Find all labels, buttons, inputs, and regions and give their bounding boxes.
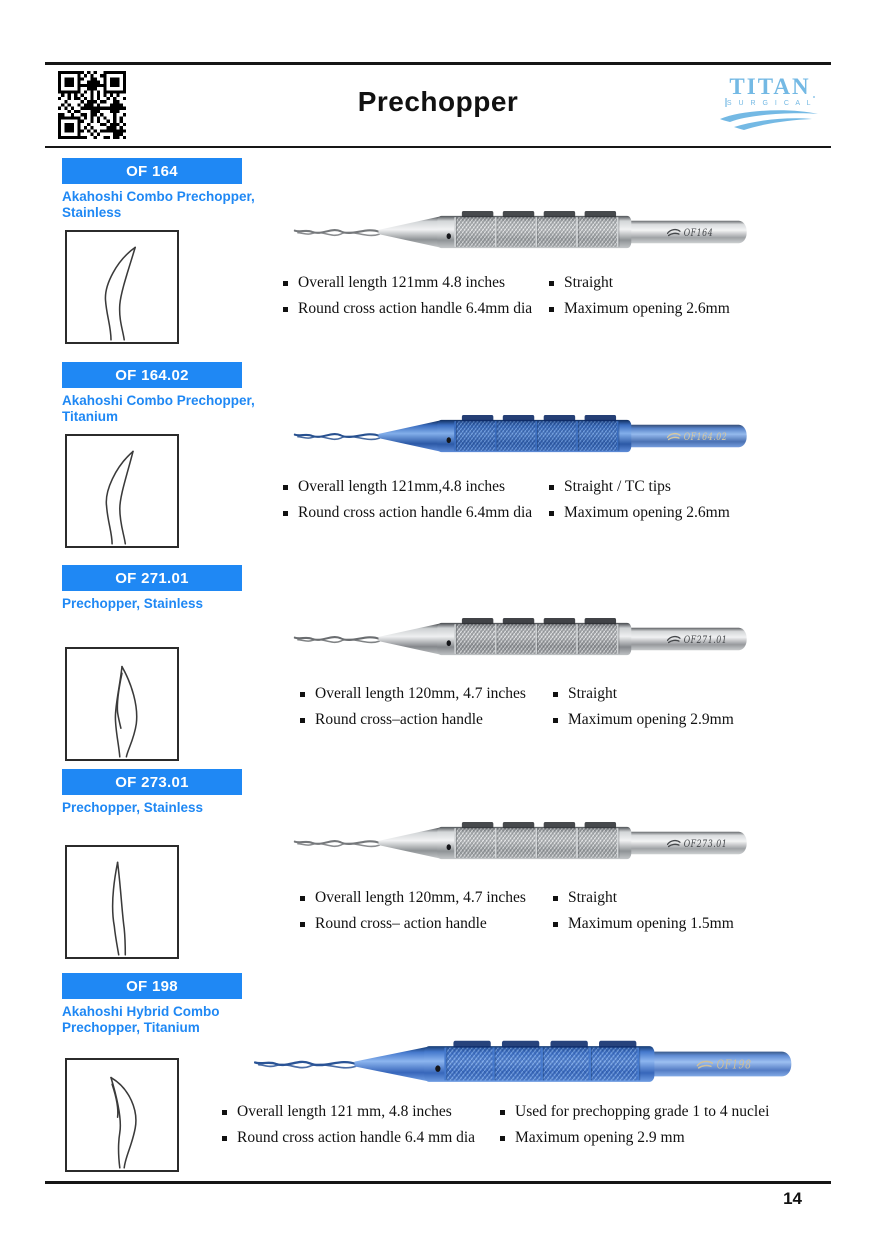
spec-text: Straight / TC tips: [564, 478, 671, 495]
instrument-photo: [282, 611, 754, 667]
bullet-square-icon: [553, 922, 558, 927]
spec-text: Maximum opening 2.9mm: [568, 711, 734, 728]
instrument-image: [282, 815, 754, 871]
instrument-image: [282, 611, 754, 667]
tip-drawing-box: [65, 434, 179, 548]
product-code-badge: OF 198: [62, 973, 242, 999]
instrument-photo: [240, 1033, 800, 1095]
spec-text: Round cross action handle 6.4 mm dia: [237, 1129, 476, 1146]
spec-item: [300, 685, 553, 703]
spec-item: [283, 274, 549, 292]
spec-text: Round cross–action handle: [315, 711, 483, 728]
bullet-square-icon: [300, 896, 305, 901]
bullet-square-icon: [553, 718, 558, 723]
spec-item: [549, 504, 730, 522]
top-rule: [45, 62, 831, 65]
instrument-image: [282, 204, 754, 260]
spec-item: [549, 478, 730, 496]
spec-column-right: [549, 274, 730, 326]
spec-text: Maximum opening 2.6mm: [564, 300, 730, 317]
product-name: Prechopper, Stainless: [62, 800, 204, 815]
bullet-square-icon: [553, 896, 558, 901]
logo-name: TITAN: [729, 74, 811, 99]
bullet-square-icon: [300, 692, 305, 697]
spec-item: [283, 504, 549, 522]
spec-list: [283, 274, 730, 326]
spec-text: Straight: [564, 274, 614, 291]
spec-text: Round cross– action handle: [315, 915, 487, 932]
spec-list: [222, 1103, 769, 1155]
instrument-photo: [282, 204, 754, 260]
spec-column-left: [283, 274, 549, 326]
spec-column-left: [283, 478, 549, 530]
tip-drawing-icon: [67, 847, 177, 957]
spec-text: Overall length 120mm, 4.7 inches: [315, 685, 526, 702]
spec-text: Round cross action handle 6.4mm dia: [298, 300, 533, 317]
bullet-square-icon: [500, 1110, 505, 1115]
spec-item: [300, 889, 553, 907]
tip-drawing-box: [65, 1058, 179, 1172]
spec-text: Straight: [568, 685, 618, 702]
spec-text: Round cross action handle 6.4mm dia: [298, 504, 533, 521]
page-title: Prechopper: [357, 86, 519, 117]
tip-drawing-icon: [67, 649, 177, 759]
spec-item: [300, 711, 553, 729]
product-section: [0, 769, 876, 972]
bullet-square-icon: [283, 307, 288, 312]
titan-surgical-logo: [714, 71, 826, 137]
spec-list: [283, 478, 730, 530]
header-rule: [45, 146, 831, 148]
spec-column-right: [553, 685, 734, 737]
bullet-square-icon: [549, 485, 554, 490]
spec-column-right: [553, 889, 734, 941]
tip-drawing-box: [65, 647, 179, 761]
spec-item: [553, 685, 734, 703]
spec-column-left: [222, 1103, 500, 1155]
bullet-square-icon: [222, 1136, 227, 1141]
instrument-image: [240, 1033, 800, 1095]
spec-item: [549, 274, 730, 292]
svg-text:OF271.01: OF271.01: [683, 634, 728, 647]
bullet-square-icon: [500, 1136, 505, 1141]
spec-item: [500, 1129, 769, 1147]
bullet-square-icon: [222, 1110, 227, 1115]
tip-drawing-icon: [67, 436, 177, 546]
spec-item: [553, 889, 734, 907]
spec-item: [549, 300, 730, 318]
product-name: Akahoshi Combo Prechopper, Titanium: [62, 393, 255, 424]
spec-item: [553, 915, 734, 933]
product-section: [0, 973, 876, 1176]
svg-text:OF273.01: OF273.01: [683, 838, 728, 851]
spec-column-right: [500, 1103, 769, 1155]
page-number: 14: [783, 1189, 802, 1208]
bullet-square-icon: [283, 281, 288, 286]
spec-text: Overall length 121mm 4.8 inches: [298, 274, 506, 291]
svg-text:OF164.02: OF164.02: [683, 431, 728, 444]
spec-text: Maximum opening 2.6mm: [564, 504, 730, 521]
spec-text: Overall length 121mm,4.8 inches: [298, 478, 506, 495]
product-code-badge: OF 164: [62, 158, 242, 184]
product-name: Akahoshi Combo Prechopper, Stainless: [62, 189, 255, 220]
product-code-badge: OF 271.01: [62, 565, 242, 591]
tip-drawing-icon: [67, 232, 177, 342]
bullet-square-icon: [300, 922, 305, 927]
tip-drawing-icon: [67, 1060, 177, 1170]
spec-text: Maximum opening 2.9 mm: [515, 1129, 685, 1146]
tip-drawing-box: [65, 230, 179, 344]
bullet-square-icon: [300, 718, 305, 723]
instrument-photo: [282, 408, 754, 464]
bullet-square-icon: [553, 692, 558, 697]
spec-item: [222, 1129, 500, 1147]
bullet-square-icon: [549, 281, 554, 286]
spec-column-right: [549, 478, 730, 530]
product-section: [0, 158, 876, 361]
bullet-square-icon: [549, 307, 554, 312]
product-code-badge: OF 273.01: [62, 769, 242, 795]
spec-item: [300, 915, 553, 933]
instrument-photo: [282, 815, 754, 871]
spec-text: Overall length 120mm, 4.7 inches: [315, 889, 526, 906]
spec-item: [553, 711, 734, 729]
bullet-square-icon: [549, 511, 554, 516]
svg-text:OF164: OF164: [683, 227, 714, 240]
svg-text:OF198: OF198: [716, 1058, 752, 1072]
spec-text: Maximum opening 1.5mm: [568, 915, 734, 932]
spec-item: [283, 478, 549, 496]
spec-item: [500, 1103, 769, 1121]
tip-drawing-box: [65, 845, 179, 959]
product-section: [0, 565, 876, 768]
spec-column-left: [300, 685, 553, 737]
bullet-square-icon: [283, 485, 288, 490]
spec-list: [300, 685, 734, 737]
logo-swoosh-bottom: [734, 118, 812, 130]
spec-item: [283, 300, 549, 318]
bullet-square-icon: [283, 511, 288, 516]
spec-list: [300, 889, 734, 941]
spec-column-left: [300, 889, 553, 941]
product-name: Akahoshi Hybrid Combo Prechopper, Titanium: [62, 1004, 220, 1035]
logo-subname: S U R G I C A L: [726, 100, 814, 107]
product-code-badge: OF 164.02: [62, 362, 242, 388]
instrument-image: [282, 408, 754, 464]
spec-text: Overall length 121 mm, 4.8 inches: [237, 1103, 452, 1120]
spec-item: [222, 1103, 500, 1121]
spec-text: Used for prechopping grade 1 to 4 nuclei: [515, 1103, 770, 1120]
product-section: [0, 362, 876, 565]
spec-text: Straight: [568, 889, 618, 906]
bottom-rule: [45, 1181, 831, 1184]
product-name: Prechopper, Stainless: [62, 596, 204, 611]
